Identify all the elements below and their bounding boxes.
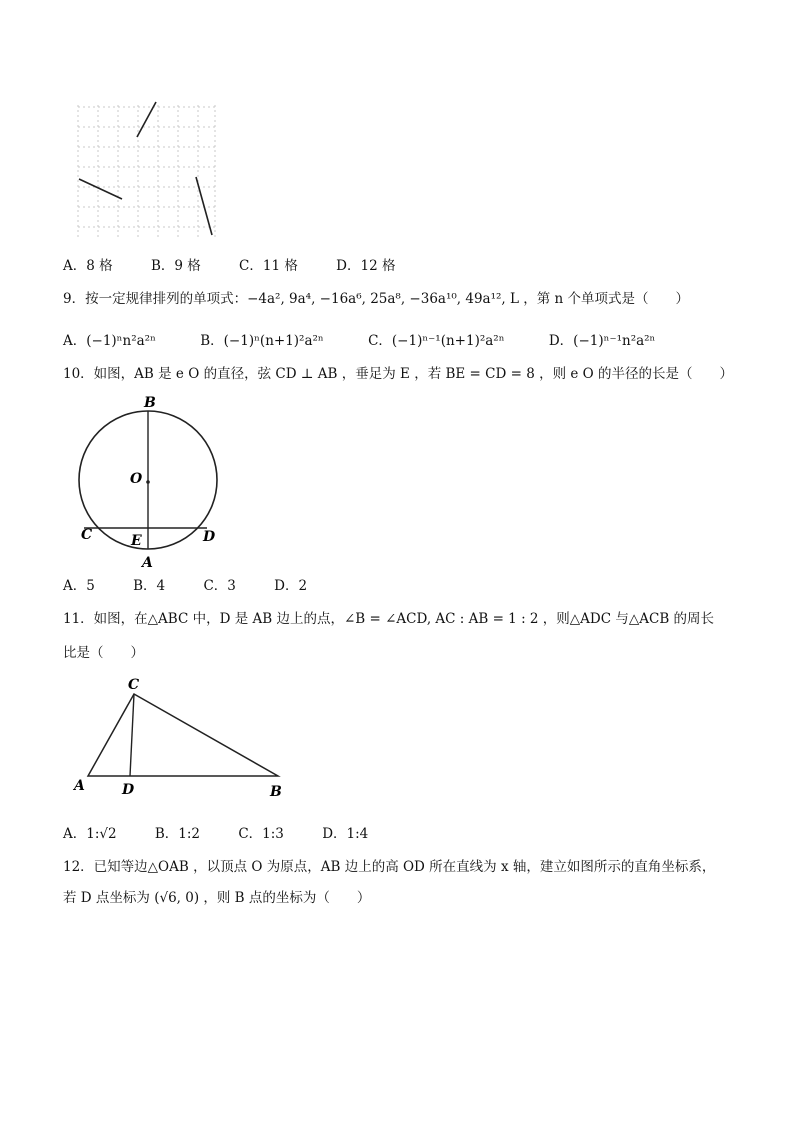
- q8-option-d: D．12 格: [336, 258, 396, 274]
- q9-options: [63, 331, 689, 351]
- q10-options: [63, 576, 341, 596]
- q10-option-b: B．4: [133, 578, 166, 594]
- q10-circle-figure: [70, 390, 240, 570]
- q10-label-o: O: [130, 471, 143, 487]
- q11-stem-line2: 比是（ ）: [63, 645, 144, 661]
- q11-option-d: D．1:4: [322, 826, 369, 842]
- q12-stem-line2: 若 D 点坐标为 (√6, 0) ，则 B 点的坐标为（ ）: [63, 890, 371, 906]
- q11-option-b: B．1:2: [154, 826, 201, 842]
- q9-option-b: B．(−1)ⁿ(n+1)²a²ⁿ: [200, 333, 324, 349]
- q10-option-a: A．5: [63, 578, 95, 594]
- q9-stem: 9．按一定规律排列的单项式：−4a², 9a⁴, −16a⁶, 25a⁸, −36a¹⁰, 49a¹², L ，第 n 个单项式是（ ）: [63, 291, 690, 307]
- q11-label-c: C: [128, 677, 140, 693]
- q10-label-b: B: [144, 395, 156, 411]
- q8-option-a: A．8 格: [63, 258, 113, 274]
- q10-label-e: E: [131, 533, 142, 549]
- q11-option-c: C．1:3: [238, 826, 284, 842]
- q11-stem-line1: 11．如图，在△ABC 中，D 是 AB 边上的点，∠B = ∠ACD, AC : AB = 1 : 2 ，则△ADC 与△ACB 的周长: [63, 611, 715, 627]
- q12-stem-line1: 12．已知等边△OAB ，以顶点 O 为原点，AB 边上的高 OD 所在直线为 x 轴，建立如图所示的直角坐标系，: [63, 859, 716, 875]
- q10-label-c: C: [81, 527, 93, 543]
- q9-option-d: D．(−1)ⁿ⁻¹n²a²ⁿ: [548, 333, 656, 349]
- q10-label-d: D: [203, 529, 216, 545]
- q8-option-c: C．11 格: [239, 258, 298, 274]
- q8-option-b: B．9 格: [150, 258, 201, 274]
- q9-option-c: C．(−1)ⁿ⁻¹(n+1)²a²ⁿ: [368, 333, 505, 349]
- q11-triangle-figure: [68, 674, 298, 804]
- q11-option-a: A．1:√2: [63, 826, 117, 842]
- q11-label-b: B: [270, 784, 282, 800]
- q8-grid-figure: [70, 95, 230, 245]
- q8-segment-2: [79, 179, 122, 199]
- q9-option-a: A．(−1)ⁿn²a²ⁿ: [63, 333, 156, 349]
- q10-option-c: C．3: [203, 578, 236, 594]
- q8-options: [63, 256, 429, 276]
- q11-triangle-abc: [88, 694, 278, 776]
- q11-options: [63, 824, 402, 844]
- q11-segment-cd: [130, 694, 134, 776]
- q11-label-d: D: [122, 782, 135, 798]
- q10-option-d: D．2: [274, 578, 308, 594]
- q10-stem: 10．如图，AB 是 e O 的直径，弦 CD ⊥ AB ，垂足为 E ，若 BE = CD = 8 ，则 e O 的半径的长是（ ）: [63, 366, 734, 382]
- q10-center-point: [146, 480, 150, 484]
- q10-label-a: A: [142, 555, 153, 570]
- q11-label-a: A: [74, 778, 85, 794]
